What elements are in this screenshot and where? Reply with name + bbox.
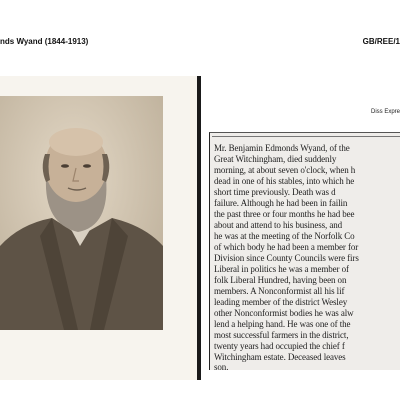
clipping-text-line: son. xyxy=(214,362,229,370)
clipping-text-line: short time previously. Death was d xyxy=(214,187,336,197)
clipping-text-line: dead in one of his stables, into which he xyxy=(214,176,355,186)
clipping-text-line: morning, at about seven o'clock, when h xyxy=(214,165,356,175)
clipping-text-line: about and attend to his business, and xyxy=(214,220,343,230)
clipping-text-line: Great Witchingham, died suddenly xyxy=(214,154,337,164)
clipping-text-line: Liberal in politics he was a member of xyxy=(214,264,349,274)
clipping-text-line: Mr. Benjamin Edmonds Wyand, of the xyxy=(214,143,350,153)
clipping-top-rule xyxy=(212,136,400,137)
document-reference: GB/REE/1 xyxy=(362,37,400,46)
photo-card xyxy=(0,76,197,380)
clipping-text-line: failure. Although he had been in failin xyxy=(214,198,348,208)
clipping-text-line: leading member of the district Wesley xyxy=(214,297,348,307)
clipping-text-line: folk Liberal Hundred, having been on xyxy=(214,275,347,285)
clipping-text-line: lend a helping hand. He was one of the xyxy=(214,319,351,329)
clipping-text-line: the past three or four months he had bee xyxy=(214,209,355,219)
clipping-text-line: he was at the meeting of the Norfolk Co xyxy=(214,231,355,241)
portrait-photograph xyxy=(0,96,163,330)
clipping-text-line: of which body he had been a member for xyxy=(214,242,359,252)
clipping-text-line: twenty years had occupied the chief f xyxy=(214,341,345,351)
clipping-text-line: other Nonconformist bodies he was alw xyxy=(214,308,354,318)
document-title: nds Wyand (1844-1913) xyxy=(0,37,89,46)
clipping-text-line: members. A Nonconformist all his lif xyxy=(214,286,345,296)
newspaper-clipping xyxy=(209,132,400,370)
divider-rule xyxy=(197,76,201,380)
clipping-text-line: Division since County Councils were firs xyxy=(214,253,359,263)
clipping-text-line: most successful farmers in the district, xyxy=(214,330,349,340)
newspaper-source-label: Diss Expre xyxy=(370,109,400,115)
clipping-text-line: Witchingham estate. Deceased leaves xyxy=(214,352,346,362)
